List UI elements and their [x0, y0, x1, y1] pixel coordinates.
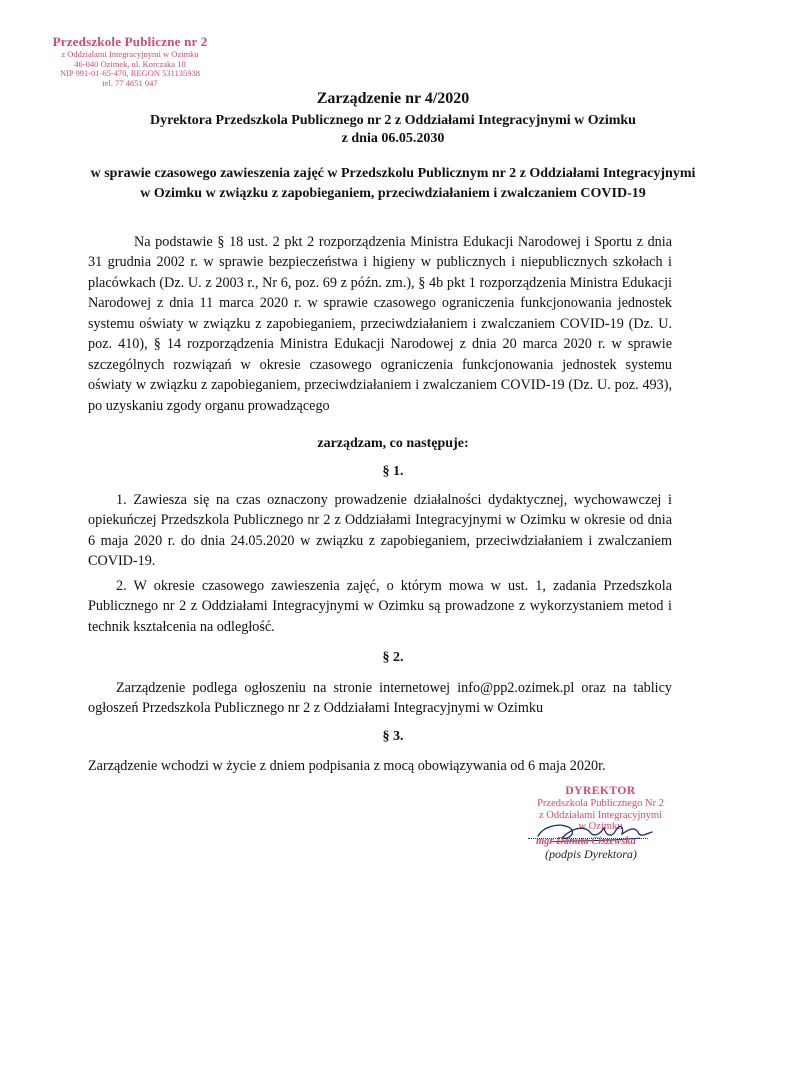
director-stamp-line: z Oddziałami Integracyjnymi — [538, 809, 663, 821]
legal-basis-paragraph: Na podstawie § 18 ust. 2 pkt 2 rozporządzenia Ministra Edukacji Narodowej i Sportu z dnia 31 grudnia 2002 r. w sprawie bezpieczeństwa i higieny w publicznych i niepublicznych szkołach i placówkach (Dz. U. z 2003 r., Nr 6, poz. 69 z późn. zm.), § 4b pkt 1 rozporządzenia Ministra Edukacji Narodowej z dnia 11 marca 2020 r. w sprawie czasowego ograniczenia funkcjonowania jednostek systemu oświaty w związku z zapobieganiem, przeciwdziałaniem i zwalczaniem COVID-19 (Dz. U. poz. 410), § 14 rozporządzenia Ministra Edukacji Narodowej z dnia 20 marca 2020 r. w sprawie szczególnych rozwiązań w okresie czasowego ograniczenia funkcjonowania jednostek systemu oświaty w związku z zapobieganiem, przeciwdziałaniem i zwalczaniem COVID-19 (Dz. U. poz. 493), po uzyskaniu zgody organu prowadzącego — [88, 234, 672, 414]
director-stamp-line: Przedszkola Publicznego Nr 2 — [537, 797, 664, 809]
stamp-tax-ids: NIP 991-01-65-470, REGON 531135938 — [59, 68, 201, 79]
document-issuer: Dyrektora Przedszkola Publicznego nr 2 z Oddziałami Integracyjnymi w Ozimku — [150, 113, 636, 128]
section-3-text: Zarządzenie wchodzi w życie z dniem podpisania z mocą obowiązywania od 6 maja 2020r. — [88, 758, 606, 774]
decree-heading: zarządzam, co następuje: — [317, 436, 469, 451]
stamp-institution-name: Przedszkole Publiczne nr 2 — [52, 34, 208, 49]
section-1-item-2: 2. W okresie czasowego zawieszenia zajęć, o którym mowa w ust. 1, zadania Przedszkola Publicznego nr 2 z Oddziałami Integracyjnymi w Ozimku są prowadzone z wykorzystaniem metod i technik kształcenia na odległość. — [88, 578, 672, 635]
section-2-text: Zarządzenie podlega ogłoszeniu na stronie internetowej info@pp2.ozimek.pl oraz na tablicy ogłoszeń Przedszkola Publicznego nr 2 z Oddziałami Integracyjnymi w Ozimku — [88, 680, 672, 717]
document-issuer-block — [88, 112, 698, 148]
stamp-phone: tel. 77 4651 047 — [102, 78, 158, 89]
document-subject: w sprawie czasowego zawieszenia zajęć w Przedszkolu Publicznym nr 2 z Oddziałami Integracyjnymi w Ozimku w związku z zapobieganiem, przeciwdziałaniem i zwalczaniem COVID-19 — [90, 166, 696, 201]
section-1-item-1: 1. Zawiesza się na czas oznaczony prowadzenie działalności dydaktycznej, wychowawczej i opiekuńczej Przedszkola Publicznego nr 2 z Oddziałami Integracyjnymi w Ozimku w okresie od dnia 6 maja 2020 r. do dnia 24.05.2020 w związku z zapobieganiem, przeciwdziałaniem i zwalczaniem COVID-19. — [88, 492, 672, 570]
document-title: Zarządzenie nr 4/2020 — [316, 90, 470, 107]
director-name-stamp: mgr Danuta Ciszewska — [536, 836, 636, 847]
section-1-heading: § 1. — [382, 464, 404, 479]
director-stamp-line: w Ozimku — [578, 821, 623, 833]
institution-stamp — [40, 35, 220, 89]
section-2-heading: § 2. — [382, 650, 404, 665]
stamp-line: z Oddziałami Integracyjnymi w Ozimku — [61, 48, 199, 59]
director-stamp-role: DYREKTOR — [565, 785, 636, 797]
document-date: z dnia 06.05.2030 — [341, 131, 445, 147]
signature-caption: (podpis Dyrektora) — [545, 847, 637, 861]
section-3-heading: § 3. — [382, 729, 404, 744]
stamp-address: 46-040 Ozimek, ul. Korczaka 10 — [74, 58, 186, 69]
